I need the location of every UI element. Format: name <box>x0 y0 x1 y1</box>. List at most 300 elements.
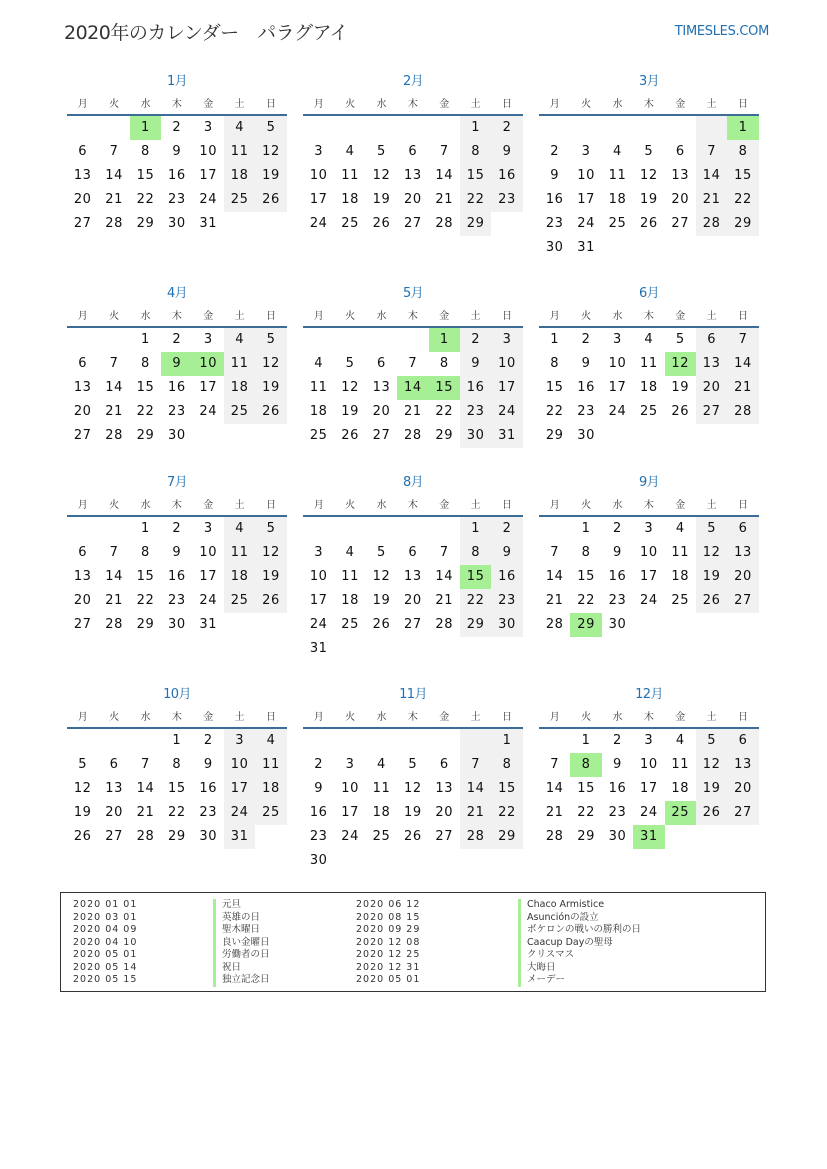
month-7 <box>67 474 287 637</box>
day-cell: 18 <box>224 164 255 188</box>
day-cell: 1 <box>550 332 560 347</box>
weekday-header <box>303 95 523 116</box>
day-cell: 16 <box>577 380 595 395</box>
day-cell: 11 <box>671 757 690 772</box>
weekday-header <box>539 496 759 517</box>
day-cell: 14 <box>545 781 564 796</box>
weekday-label: 月 <box>549 500 560 511</box>
day-cell: 4 <box>675 521 685 536</box>
holiday-date: 2020 05 14 <box>73 961 138 973</box>
weekday-label: 月 <box>549 311 560 322</box>
day-cell: 10 <box>309 168 328 183</box>
day-cell: 20 <box>696 376 727 400</box>
empty-cell <box>67 729 98 753</box>
day-cell: 12 <box>372 569 391 584</box>
day-cell: 17 <box>608 380 627 395</box>
day-cell: 28 <box>460 825 491 849</box>
month-name: 7月 <box>166 475 188 490</box>
day-cell: 21 <box>460 801 491 825</box>
day-cell: 3 <box>203 332 213 347</box>
month-1 <box>67 73 287 236</box>
empty-cell <box>334 116 365 140</box>
month-3 <box>539 73 759 260</box>
day-cell: 9 <box>172 144 182 159</box>
day-cell: 14 <box>727 352 758 376</box>
weekday-label: 木 <box>407 500 418 511</box>
holiday-date: 2020 05 01 <box>356 974 421 985</box>
day-cell: 21 <box>545 805 564 820</box>
day-cell: 14 <box>696 164 727 188</box>
day-cell: 1 <box>581 521 591 536</box>
day-cell: 24 <box>309 617 328 632</box>
day-cell: 3 <box>345 757 355 772</box>
day-cell: 17 <box>639 569 658 584</box>
empty-cell <box>539 517 570 541</box>
day-cell: 5 <box>78 757 88 772</box>
day-cell: 13 <box>727 753 758 777</box>
day-cell: 25 <box>224 400 255 424</box>
day-cell: 1 <box>172 733 182 748</box>
day-cell: 9 <box>491 140 522 164</box>
weekday-label: 水 <box>612 712 623 723</box>
day-cell: 22 <box>460 589 491 613</box>
day-cell: 30 <box>309 853 328 868</box>
day-cell: 2 <box>203 733 213 748</box>
day-cell: 8 <box>141 144 150 159</box>
holiday-date: 2020 08 15 <box>356 911 421 923</box>
day-cell: 8 <box>439 356 449 371</box>
day-cell: 26 <box>255 188 286 212</box>
day-cell: 12 <box>255 352 286 376</box>
day-cell: 19 <box>696 777 727 801</box>
day-cell: 9 <box>613 757 622 772</box>
weekday-label: 火 <box>345 99 356 110</box>
day-cell: 16 <box>460 376 491 400</box>
day-cell: 10 <box>309 569 328 584</box>
day-cell: 18 <box>341 593 359 608</box>
day-cell: 15 <box>545 380 564 395</box>
day-cell: 26 <box>696 801 727 825</box>
weekday-label: 水 <box>612 99 623 110</box>
weekday-label: 土 <box>706 500 717 511</box>
weekday-label: 金 <box>439 99 450 110</box>
day-cell: 30 <box>577 428 595 443</box>
holiday-day: 29 <box>570 613 601 637</box>
day-cell: 16 <box>309 805 328 820</box>
day-cell: 13 <box>403 168 422 183</box>
day-cell: 7 <box>439 545 449 560</box>
day-cell: 14 <box>105 380 123 395</box>
day-cell: 4 <box>224 517 255 541</box>
weekday-label: 水 <box>140 500 151 511</box>
day-cell: 15 <box>577 781 595 796</box>
empty-cell <box>366 328 397 352</box>
day-cell: 28 <box>545 617 564 632</box>
day-cell: 13 <box>73 168 92 183</box>
day-cell: 11 <box>372 781 391 796</box>
weekday-label: 日 <box>266 99 277 110</box>
weekday-label: 金 <box>203 500 214 511</box>
day-cell: 18 <box>341 192 359 207</box>
month-name: 8月 <box>402 475 424 490</box>
day-cell: 15 <box>727 164 758 188</box>
day-cell: 9 <box>203 757 213 772</box>
day-cell: 13 <box>727 541 758 565</box>
day-cell: 29 <box>136 428 155 443</box>
day-cell: 18 <box>671 781 690 796</box>
day-cell: 8 <box>172 757 182 772</box>
day-cell: 12 <box>639 168 658 183</box>
day-cell: 6 <box>109 757 119 772</box>
day-cell: 20 <box>73 192 92 207</box>
day-cell: 13 <box>73 380 92 395</box>
day-cell: 7 <box>109 545 119 560</box>
day-cell: 13 <box>696 352 727 376</box>
empty-cell <box>570 116 601 140</box>
weekday-label: 火 <box>109 712 120 723</box>
day-cell: 9 <box>460 352 491 376</box>
day-cell: 3 <box>581 144 591 159</box>
day-cell: 6 <box>727 517 758 541</box>
empty-cell <box>130 729 161 753</box>
day-cell: 8 <box>460 140 491 164</box>
day-cell: 11 <box>671 545 690 560</box>
day-cell: 28 <box>435 216 454 231</box>
day-cell: 12 <box>255 541 286 565</box>
day-cell: 2 <box>550 144 560 159</box>
weekday-header <box>67 708 287 729</box>
weekday-label: 土 <box>470 712 481 723</box>
day-cell: 14 <box>136 781 155 796</box>
day-cell: 4 <box>345 144 355 159</box>
day-cell: 13 <box>105 781 123 796</box>
day-cell: 27 <box>435 829 454 844</box>
day-cell: 23 <box>199 805 218 820</box>
day-cell: 18 <box>224 376 255 400</box>
day-cell: 7 <box>727 328 758 352</box>
day-cell: 6 <box>696 328 727 352</box>
day-cell: 23 <box>167 593 186 608</box>
day-cell: 16 <box>199 781 218 796</box>
empty-cell <box>303 116 334 140</box>
day-cell: 23 <box>309 829 328 844</box>
holiday-day: 25 <box>665 801 696 825</box>
day-cell: 23 <box>608 593 627 608</box>
day-cell: 5 <box>255 328 286 352</box>
day-cell: 4 <box>224 116 255 140</box>
day-cell: 14 <box>545 569 564 584</box>
weekday-label: 金 <box>675 311 686 322</box>
weekday-label: 日 <box>738 712 749 723</box>
day-cell: 11 <box>608 168 627 183</box>
holiday-day: 15 <box>429 376 460 400</box>
day-cell: 2 <box>172 332 182 347</box>
day-cell: 20 <box>727 777 758 801</box>
day-cell: 6 <box>78 545 88 560</box>
day-cell: 26 <box>341 428 359 443</box>
holiday-name: Asunciónの設立 <box>518 912 641 925</box>
month-9 <box>539 474 759 637</box>
day-cell: 9 <box>172 545 182 560</box>
day-cell: 17 <box>224 777 255 801</box>
day-cell: 29 <box>435 428 454 443</box>
day-cell: 12 <box>372 168 391 183</box>
day-cell: 22 <box>136 593 155 608</box>
day-cell: 22 <box>577 593 595 608</box>
day-cell: 19 <box>341 404 359 419</box>
day-cell: 10 <box>639 545 658 560</box>
month-4 <box>67 285 287 448</box>
weekday-label: 金 <box>203 712 214 723</box>
day-cell: 4 <box>675 733 685 748</box>
day-cell: 26 <box>372 216 391 231</box>
month-name: 12月 <box>635 687 663 702</box>
day-cell: 8 <box>141 545 150 560</box>
weekday-label: 水 <box>376 311 387 322</box>
weekday-label: 木 <box>407 712 418 723</box>
day-cell: 19 <box>255 164 286 188</box>
holiday-day: 1 <box>429 328 460 352</box>
day-cell: 20 <box>372 404 391 419</box>
day-cell: 20 <box>403 192 422 207</box>
empty-cell <box>303 328 334 352</box>
day-cell: 2 <box>491 116 522 140</box>
day-cell: 24 <box>608 404 627 419</box>
day-cell: 23 <box>491 589 522 613</box>
holiday-name: 祝日 <box>213 962 270 975</box>
holiday-date: 2020 09 29 <box>356 924 421 935</box>
day-cell: 14 <box>460 777 491 801</box>
day-grid <box>303 517 523 661</box>
holiday-dates-left <box>73 899 137 987</box>
day-grid <box>303 328 523 448</box>
day-cell: 6 <box>675 144 685 159</box>
day-cell: 3 <box>613 332 622 347</box>
day-cell: 4 <box>314 356 324 371</box>
day-cell: 5 <box>377 545 386 560</box>
day-cell: 23 <box>577 404 595 419</box>
month-12 <box>539 686 759 849</box>
day-cell: 3 <box>644 521 654 536</box>
weekday-label: 木 <box>643 500 654 511</box>
weekday-label: 月 <box>77 712 88 723</box>
weekday-label: 土 <box>234 311 245 322</box>
empty-cell <box>334 517 365 541</box>
site-link[interactable]: TIMESLES.COM <box>674 24 769 39</box>
day-cell: 12 <box>255 140 286 164</box>
weekday-label: 火 <box>581 311 592 322</box>
day-cell: 27 <box>105 829 123 844</box>
weekday-label: 日 <box>502 311 513 322</box>
month-name: 10月 <box>163 687 191 702</box>
day-cell: 5 <box>644 144 654 159</box>
empty-cell <box>98 116 129 140</box>
day-cell: 12 <box>73 781 92 796</box>
day-cell: 23 <box>608 805 627 820</box>
month-name: 11月 <box>399 687 427 702</box>
day-cell: 25 <box>671 593 690 608</box>
weekday-label: 金 <box>439 500 450 511</box>
day-cell: 30 <box>608 829 627 844</box>
empty-cell <box>67 517 98 541</box>
day-cell: 1 <box>460 116 491 140</box>
holiday-day: 8 <box>570 753 601 777</box>
day-cell: 30 <box>460 424 491 448</box>
day-cell: 1 <box>141 521 150 536</box>
day-cell: 10 <box>199 144 218 159</box>
holiday-day: 31 <box>633 825 664 849</box>
day-cell: 17 <box>577 192 595 207</box>
weekday-label: 火 <box>345 311 356 322</box>
holiday-name: 聖木曜日 <box>213 924 270 937</box>
day-cell: 27 <box>73 617 92 632</box>
day-cell: 4 <box>613 144 622 159</box>
holiday-names-right <box>518 899 641 987</box>
day-grid <box>303 729 523 873</box>
day-cell: 13 <box>671 168 690 183</box>
empty-cell <box>696 116 727 140</box>
day-cell: 22 <box>136 192 155 207</box>
day-cell: 20 <box>73 593 92 608</box>
day-cell: 4 <box>345 545 355 560</box>
empty-cell <box>397 116 428 140</box>
day-cell: 2 <box>581 332 591 347</box>
day-cell: 6 <box>78 356 88 371</box>
holiday-day: 14 <box>397 376 428 400</box>
day-cell: 19 <box>255 565 286 589</box>
empty-cell <box>303 517 334 541</box>
day-cell: 23 <box>545 216 564 231</box>
day-cell: 11 <box>224 140 255 164</box>
day-cell: 28 <box>727 400 758 424</box>
day-cell: 14 <box>105 569 123 584</box>
holiday-day: 12 <box>665 352 696 376</box>
day-cell: 18 <box>224 565 255 589</box>
day-cell: 4 <box>377 757 386 772</box>
day-cell: 29 <box>727 212 758 236</box>
day-cell: 4 <box>644 332 654 347</box>
weekday-label: 金 <box>439 311 450 322</box>
day-grid <box>67 517 287 637</box>
weekday-label: 月 <box>77 99 88 110</box>
holiday-name: 独立記念日 <box>213 974 270 987</box>
day-cell: 8 <box>491 753 522 777</box>
empty-cell <box>429 116 460 140</box>
day-cell: 16 <box>608 781 627 796</box>
weekday-label: 木 <box>171 311 182 322</box>
weekday-label: 火 <box>345 500 356 511</box>
weekday-label: 月 <box>313 311 324 322</box>
day-cell: 17 <box>199 569 218 584</box>
day-cell: 27 <box>696 400 727 424</box>
day-cell: 21 <box>545 593 564 608</box>
day-cell: 1 <box>491 729 522 753</box>
weekday-label: 金 <box>675 500 686 511</box>
day-cell: 2 <box>314 757 324 772</box>
day-cell: 25 <box>608 216 627 231</box>
day-cell: 26 <box>639 216 658 231</box>
month-name: 2月 <box>402 74 424 89</box>
weekday-label: 水 <box>376 99 387 110</box>
empty-cell <box>334 729 365 753</box>
day-cell: 17 <box>341 805 359 820</box>
weekday-header <box>303 708 523 729</box>
weekday-label: 土 <box>234 500 245 511</box>
day-cell: 15 <box>491 777 522 801</box>
day-cell: 18 <box>671 569 690 584</box>
day-cell: 10 <box>224 753 255 777</box>
day-cell: 21 <box>105 192 123 207</box>
weekday-label: 火 <box>109 99 120 110</box>
empty-cell <box>429 729 460 753</box>
empty-cell <box>665 116 696 140</box>
day-cell: 28 <box>105 428 123 443</box>
day-cell: 24 <box>491 400 522 424</box>
weekday-label: 水 <box>140 99 151 110</box>
weekday-label: 月 <box>549 712 560 723</box>
day-cell: 24 <box>199 404 218 419</box>
day-cell: 3 <box>491 328 522 352</box>
day-cell: 5 <box>255 517 286 541</box>
day-cell: 11 <box>341 168 359 183</box>
day-cell: 12 <box>696 541 727 565</box>
day-cell: 15 <box>167 781 186 796</box>
day-cell: 20 <box>73 404 92 419</box>
day-cell: 18 <box>608 192 627 207</box>
day-cell: 10 <box>199 545 218 560</box>
day-cell: 30 <box>491 613 522 637</box>
weekday-label: 木 <box>171 500 182 511</box>
day-cell: 20 <box>435 805 454 820</box>
day-cell: 5 <box>377 144 386 159</box>
day-cell: 28 <box>403 428 422 443</box>
weekday-label: 木 <box>407 99 418 110</box>
month-name: 9月 <box>638 475 660 490</box>
day-cell: 20 <box>727 565 758 589</box>
day-cell: 3 <box>314 545 324 560</box>
day-cell: 30 <box>199 829 218 844</box>
weekday-header <box>539 95 759 116</box>
day-cell: 27 <box>73 216 92 231</box>
day-cell: 12 <box>403 781 422 796</box>
day-cell: 9 <box>491 541 522 565</box>
day-cell: 28 <box>696 212 727 236</box>
weekday-header <box>539 307 759 328</box>
day-cell: 8 <box>727 140 758 164</box>
day-grid <box>539 116 759 260</box>
day-cell: 1 <box>581 733 591 748</box>
day-cell: 6 <box>377 356 386 371</box>
day-cell: 13 <box>403 569 422 584</box>
holiday-name: メーデー <box>518 974 641 987</box>
day-cell: 15 <box>136 569 155 584</box>
weekday-label: 月 <box>313 500 324 511</box>
day-cell: 21 <box>403 404 422 419</box>
day-cell: 16 <box>167 168 186 183</box>
weekday-label: 水 <box>612 500 623 511</box>
holiday-name: クリスマス <box>518 949 641 962</box>
day-cell: 17 <box>199 168 218 183</box>
day-cell: 29 <box>545 428 564 443</box>
holiday-name: 良い金曜日 <box>213 937 270 950</box>
day-cell: 22 <box>727 188 758 212</box>
day-cell: 1 <box>141 332 150 347</box>
day-cell: 21 <box>105 404 123 419</box>
month-name: 3月 <box>638 74 660 89</box>
day-cell: 29 <box>460 613 491 637</box>
day-cell: 22 <box>136 404 155 419</box>
day-cell: 18 <box>372 805 391 820</box>
